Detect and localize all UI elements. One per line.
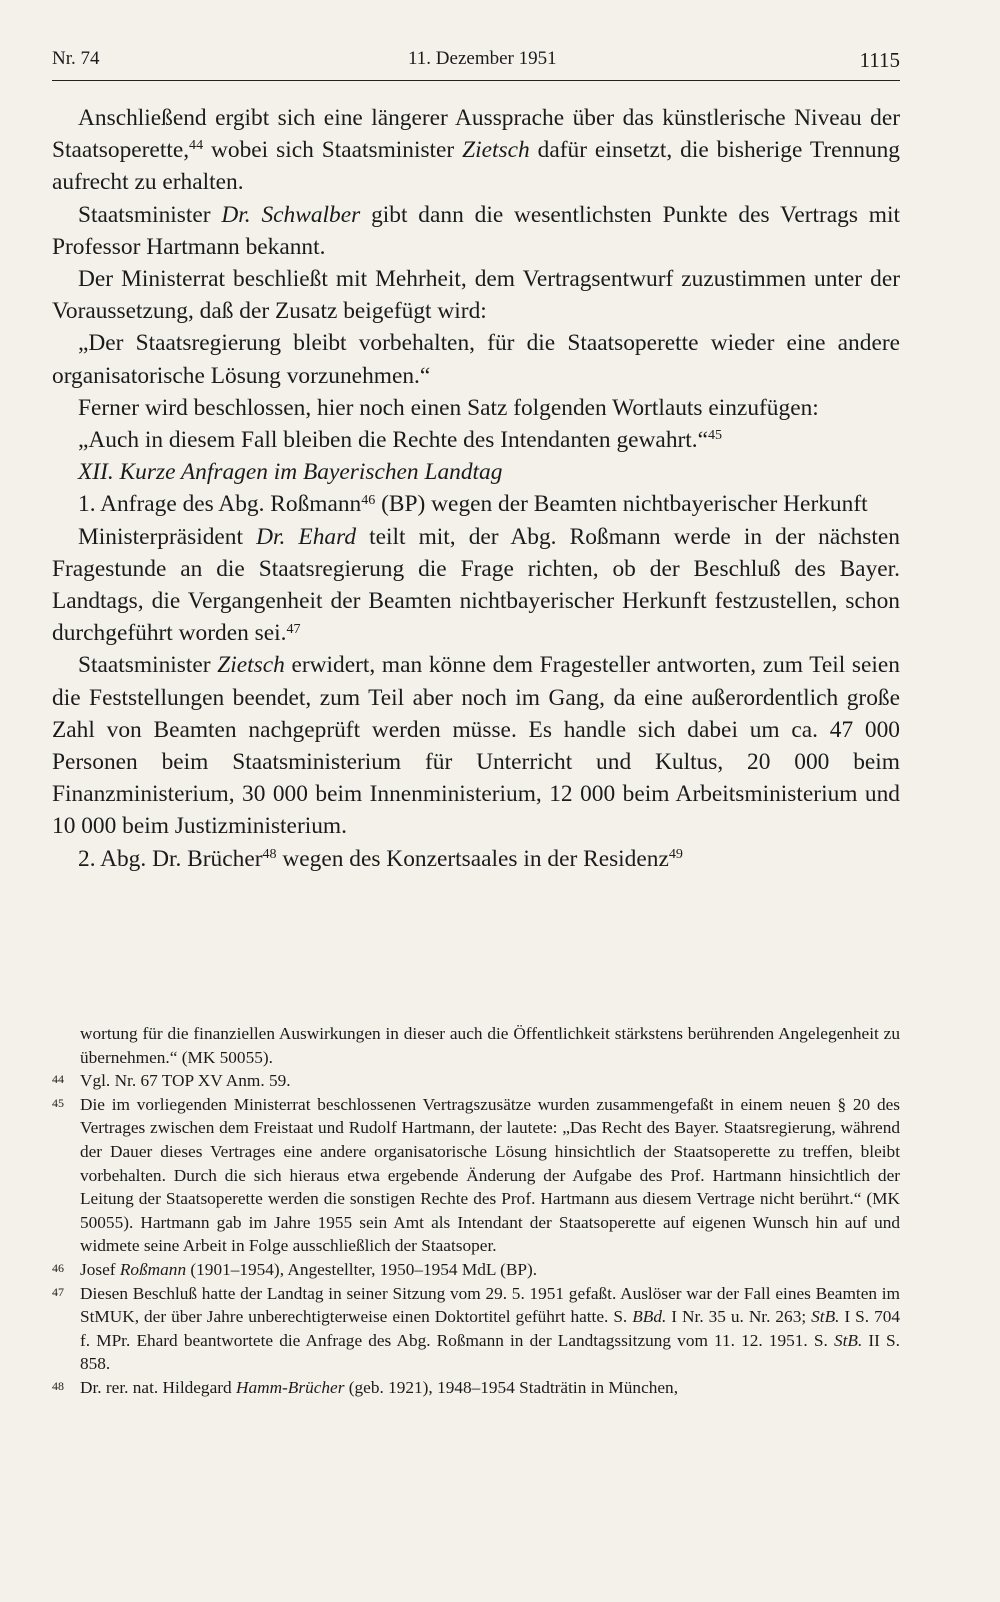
body-paragraph: „Der Staatsregierung bleibt vorbehalten, für die Staatsoperette wieder eine andere organisatorische Lösung vorzunehmen.“ [52, 330, 900, 389]
footnote-text: Dr. rer. nat. Hildegard Hamm-Brücher (geb. 1921), 1948–1954 Stadträtin in München, [80, 1377, 679, 1397]
body-paragraph: Staatsminister Dr. Schwalber gibt dann die wesentlichsten Punkte des Vertrags mit Professor Hartmann bekannt. [52, 201, 900, 260]
main-text [52, 102, 900, 875]
footnote-text: Vgl. Nr. 67 TOP XV Anm. 59. [80, 1071, 291, 1091]
body-paragraph: 1. Anfrage des Abg. Roßmann$^{46}$ (BP) wegen der Beamten nichtbayerischer Herkunft [78, 491, 868, 518]
header-date: 11. Dezember 1951 [408, 48, 557, 69]
body-paragraph: Anschließend ergibt sich eine längerer Aussprache über das künstlerische Niveau der Staatsoperette,$^{44}$ wobei sich Staatsminister Zietsch dafür einsetzt, die bisherige Trennung aufrecht zu erhalten. [52, 105, 900, 196]
footnote [52, 1282, 900, 1376]
footnote-text: wortung für die finanziellen Auswirkungen in dieser auch die Öffentlichkeit stärkstens berührenden Angelegenheit zu übernehmen.“ (MK 50055). [80, 1024, 900, 1067]
body-paragraph: Staatsminister Zietsch erwidert, man könne dem Fragesteller antworten, zum Teil seien die Feststellungen beendet, zum Teil aber noch im Gang, da eine außerordentlich große Zahl von Beamten nachgeprüft werden müsse. Es handle sich dabei um ca. 47 000 Personen beim Staatsministerium für Unterricht und Kultus, 20 000 beim Finanzministerium, 30 000 beim Innenministerium, 12 000 beim Arbeitsministerium und 10 000 beim Justizministerium. [52, 652, 900, 840]
footnote-number: 48 [52, 1378, 64, 1393]
footnote [52, 1022, 900, 1069]
page-header [52, 40, 900, 81]
footnote-number: 45 [52, 1095, 64, 1110]
body-paragraph: 2. Abg. Dr. Brücher$^{48}$ wegen des Konzertsaales in der Residenz$^{49}$ [78, 845, 683, 872]
body-paragraph: Ferner wird beschlossen, hier noch einen Satz folgenden Wortlauts einzufügen: [78, 394, 819, 421]
footnote [52, 1069, 900, 1093]
footnote [52, 1376, 900, 1400]
body-paragraph: Ministerpräsident Dr. Ehard teilt mit, der Abg. Roßmann werde in der nächsten Fragestunde an die Staatsregierung die Frage richten, ob der Beschluß des Bayer. Landtags, die Vergangenheit der Beamten nichtbayerischer Herkunft festzustellen, schon durchgeführt worden sei.$^{47}$ [52, 523, 900, 647]
footnote [52, 1093, 900, 1258]
footnote-number: 44 [52, 1072, 64, 1087]
footnote-number: 47 [52, 1284, 64, 1299]
footnote-text: Diesen Beschluß hatte der Landtag in seiner Sitzung vom 29. 5. 1951 gefaßt. Auslöser war der Fall eines Beamten im StMUK, der über Jahre unberechtigterweise einen Doktortitel geführt hatte. S. BBd. I Nr. 35 u. Nr. 263; StB. I S. 704 f. MPr. Ehard beantwortete die Anfrage des Abg. Roßmann in der Landtagssitzung vom 11. 12. 1951. S. StB. II S. 858. [80, 1283, 901, 1374]
footnote-number: 46 [52, 1260, 64, 1275]
footnotes [52, 1022, 900, 1400]
section-heading: XII. Kurze Anfragen im Bayerischen Landtag [78, 459, 503, 486]
body-paragraph: „Auch in diesem Fall bleiben die Rechte des Intendanten gewahrt.“$^{45}$ [78, 427, 723, 454]
issue-number: Nr. 74 [52, 48, 100, 69]
footnote-text: Die im vorliegenden Ministerrat beschlossenen Vertragszusätze wurden zusammengefaßt in einem neuen § 20 des Vertrages zwischen dem Freistaat und Rudolf Hartmann, der lautete: „Das Recht des Bayer. Staatsregierung, während der Dauer dieses Vertrages eine andere organisatorische Lösung hinsichtlich der Staatsoperette zu treffen, bleibt vorbehalten. Durch die sich hieraus etwa ergebende Änderung der Aufgabe des Prof. Hartmann hinsichtlich der Leitung der Staatsoperette werden die sonstigen Rechte des Prof. Hartmann aus diesem Vertrage nicht berührt.“ (MK 50055). Hartmann gab im Jahre 1955 sein Amt als Intendant der Staatsoperette auf eigenen Wunsch hin auf und widmete seine Arbeit in Folge ausschließlich der Staatsoper. [80, 1094, 900, 1256]
page-number: 1115 [859, 48, 900, 72]
body-paragraph: Der Ministerrat beschließt mit Mehrheit, dem Vertragsentwurf zuzustimmen unter der Voraussetzung, daß der Zusatz beigefügt wird: [52, 266, 900, 325]
footnote [52, 1258, 900, 1282]
footnote-text: Josef Roßmann (1901–1954), Angestellter, 1950–1954 MdL (BP). [80, 1259, 538, 1279]
